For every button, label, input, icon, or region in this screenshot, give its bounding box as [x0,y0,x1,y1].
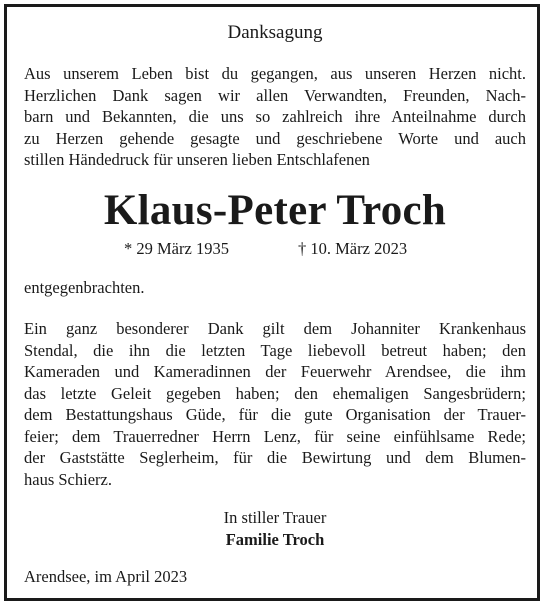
place-date: Arendsee, im April 2023 [24,567,188,586]
intro-line: Herzlichen Dank sagen wir allen Verwandten, Freunden, Nach- [24,85,526,105]
deceased-name: Klaus-Peter Troch [103,187,447,234]
intro-line: stillen Händedruck für unseren lieben Entschlafenen [24,150,370,169]
thanks-line: dem Bestattungshaus Güde, für die gute Organisation der Trauer- [24,405,526,424]
thanks-line: der Gaststätte Seglerheim, für die Bewirtung und dem Blumen- [24,448,526,467]
thanks-paragraph [24,318,526,490]
thanks-line: haus Schierz. [24,469,112,489]
thanks-line: feier; dem Trauerredner Herrn Lenz, für seine einfühlsame Rede; [24,426,526,446]
birth-date: * 29 März 1935 [124,239,229,258]
intro-line: zu Herzen gehende gesagte und geschriebene Worte und auch [24,128,526,148]
intro-line: Aus unserem Leben bist du gegangen, aus unseren Herzen nicht. [24,64,526,83]
thanks-line: Ein ganz besonderer Dank gilt dem Johanniter Krankenhaus [24,319,526,338]
thanks-line: das letzte Geleit gegeben haben; den ehemaligen Sangesbrüdern; [24,383,526,403]
signature-greeting: In stiller Trauer [223,508,327,527]
notice-heading: Danksagung [227,22,323,43]
death-date: † 10. März 2023 [298,239,408,258]
thanks-line: Stendal, die ihn die letzten Tage liebevoll betreut haben; den [24,340,526,360]
intro-line: barn und Bekannten, die uns so zahlreich ihre Anteilnahme durch [24,107,526,126]
after-name-text: entgegenbrachten. [24,278,145,297]
thanks-line: Kameraden und Kameradinnen der Feuerwehr Arendsee, die ihm [24,362,526,381]
signature-family: Familie Troch [225,530,325,549]
intro-paragraph [24,63,526,171]
